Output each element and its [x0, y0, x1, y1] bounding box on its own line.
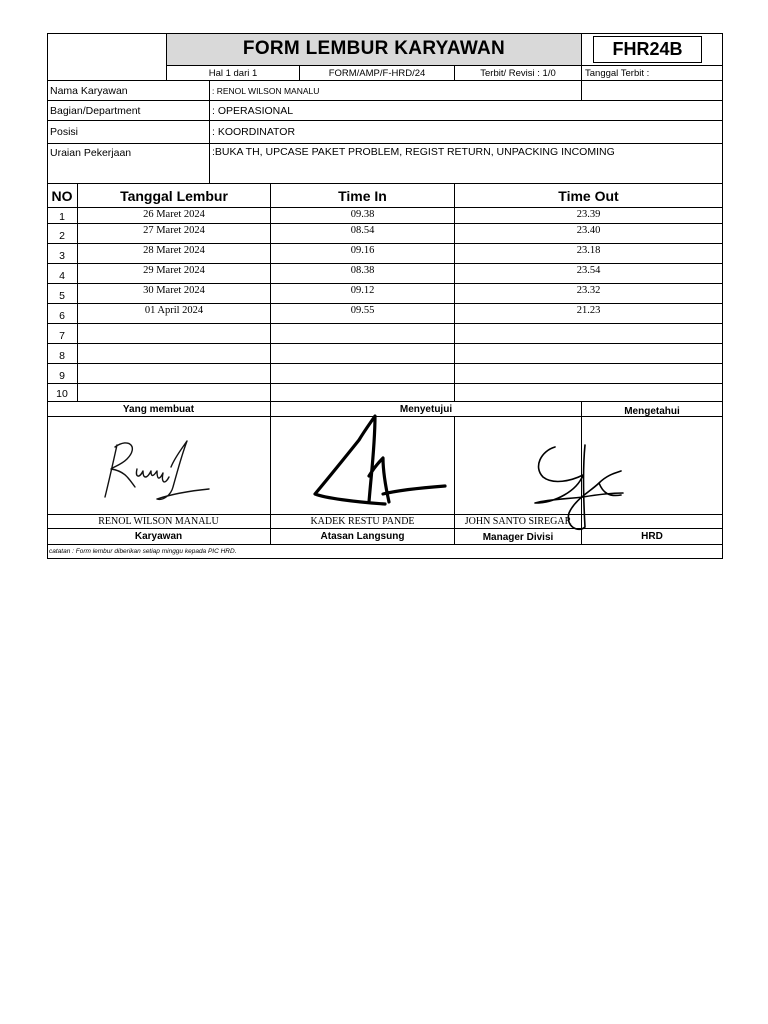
hrd-name [582, 515, 723, 529]
table-row-time-in: 08.38 [271, 264, 455, 284]
table-row-date: 29 Maret 2024 [78, 264, 271, 284]
role-employee: Karyawan [47, 529, 271, 545]
table-row-time-out: 23.18 [455, 244, 723, 264]
table-row-date: 30 Maret 2024 [78, 284, 271, 304]
table-row-no: 8 [47, 344, 78, 364]
table-row-no: 4 [47, 264, 78, 284]
table-row-no: 10 [47, 384, 78, 402]
table-row-time-in [271, 344, 455, 364]
job-description-label: Uraian Pekerjaan [47, 144, 210, 184]
blank-cell [582, 81, 723, 101]
table-row-no: 2 [47, 224, 78, 244]
table-row-no: 7 [47, 324, 78, 344]
col-no-header: NO [47, 184, 78, 208]
col-date-header: Tanggal Lembur [78, 184, 271, 208]
department-label: Bagian/Department [47, 101, 210, 121]
logo-area [47, 33, 167, 81]
overtime-form [47, 33, 723, 559]
table-row-date [78, 384, 271, 402]
table-row-no: 1 [47, 208, 78, 224]
made-by-header: Yang membuat [47, 402, 271, 417]
table-row-no: 9 [47, 364, 78, 384]
table-row-time-out [455, 324, 723, 344]
role-supervisor: Atasan Langsung [271, 529, 455, 545]
table-row-no: 6 [47, 304, 78, 324]
table-row-time-in: 09.38 [271, 208, 455, 224]
department-value: : OPERASIONAL [210, 101, 723, 121]
position-label: Posisi [47, 121, 210, 144]
table-row-time-out [455, 364, 723, 384]
signature-employee [99, 433, 219, 509]
table-row-date: 26 Maret 2024 [78, 208, 271, 224]
form-code: FHR24B [593, 36, 702, 63]
table-row-date: 27 Maret 2024 [78, 224, 271, 244]
col-time-in-header: Time In [271, 184, 455, 208]
position-value: : KOORDINATOR [210, 121, 723, 144]
table-row-time-in [271, 364, 455, 384]
table-row-time-in [271, 384, 455, 402]
table-row-date [78, 364, 271, 384]
table-row-time-in: 09.16 [271, 244, 455, 264]
form-note: catatan : Form lembur diberikan setiap minggu kepada PIC HRD. [47, 545, 723, 559]
table-row-date [78, 324, 271, 344]
doc-number: FORM/AMP/F-HRD/24 [300, 66, 455, 81]
table-row-time-in [271, 324, 455, 344]
col-time-out-header: Time Out [455, 184, 723, 208]
table-row-time-out: 23.54 [455, 264, 723, 284]
table-row-no: 5 [47, 284, 78, 304]
table-row-time-in: 09.12 [271, 284, 455, 304]
issue-date: Tanggal Terbit : [582, 66, 723, 81]
table-row-time-out: 23.32 [455, 284, 723, 304]
table-row-time-in: 09.55 [271, 304, 455, 324]
manager-name: JOHN SANTO SIREGAR [455, 515, 582, 529]
table-row-no: 3 [47, 244, 78, 264]
table-row-time-out: 21.23 [455, 304, 723, 324]
table-row-time-out [455, 344, 723, 364]
role-hrd: HRD [582, 529, 723, 545]
table-row-date: 28 Maret 2024 [78, 244, 271, 264]
form-title: FORM LEMBUR KARYAWAN [167, 33, 582, 66]
revision-info: Terbit/ Revisi : 1/0 [455, 66, 582, 81]
signature-supervisor [299, 406, 449, 512]
supervisor-name: KADEK RESTU PANDE [271, 515, 455, 529]
table-row-date [78, 344, 271, 364]
employee-name: RENOL WILSON MANALU [47, 515, 271, 529]
job-description-value: :BUKA TH, UPCASE PAKET PROBLEM, REGIST RETURN, UNPACKING INCOMING [210, 144, 723, 184]
name-label: Nama Karyawan [47, 81, 210, 101]
approved-header: Menyetujui [271, 402, 582, 417]
table-row-time-in: 08.54 [271, 224, 455, 244]
table-row-date: 01 April 2024 [78, 304, 271, 324]
name-value: : RENOL WILSON MANALU [210, 81, 582, 101]
table-row-time-out: 23.39 [455, 208, 723, 224]
table-row-time-out [455, 384, 723, 402]
acknowledged-header: Mengetahui [582, 402, 723, 417]
table-row-time-out: 23.40 [455, 224, 723, 244]
page-info: Hal 1 dari 1 [167, 66, 300, 81]
role-manager: Manager Divisi [455, 529, 582, 545]
